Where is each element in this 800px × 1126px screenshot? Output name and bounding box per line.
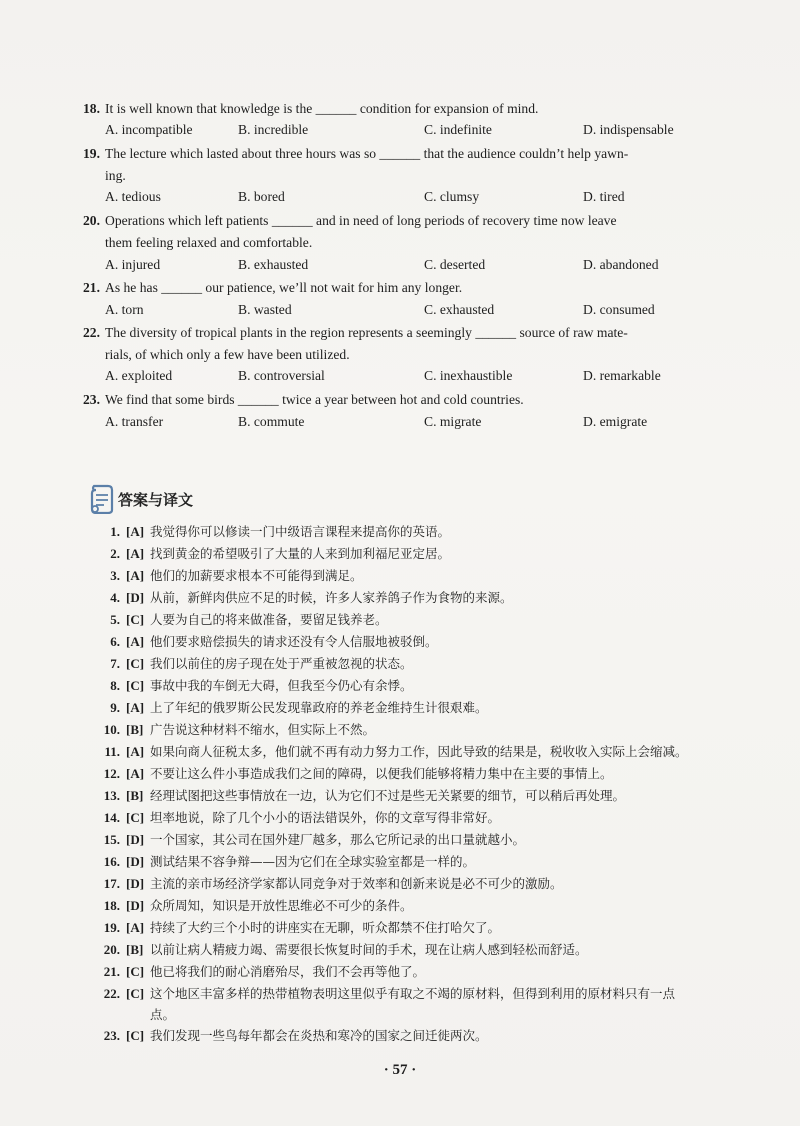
question-text: As he has ______ our patience, we’ll not wait for him any longer. (105, 280, 463, 295)
option-a: A. exploited (105, 368, 173, 383)
option-d: D. indispensable (583, 122, 674, 137)
option-a: A. torn (105, 302, 144, 317)
option-d: D. abandoned (583, 257, 659, 272)
answer-row (93, 873, 703, 894)
question-text-continued: ing. (105, 168, 126, 183)
options-18 (105, 122, 705, 142)
answer-translation: 持续了大约三个小时的讲座实在无聊，听众都禁不住打哈欠了。 (150, 920, 501, 935)
answer-number: 23. (103, 1028, 120, 1043)
options-20 (105, 257, 705, 277)
answer-number: 20. (103, 942, 120, 957)
answer-row (93, 763, 703, 784)
answer-key: [B] (126, 722, 144, 737)
answer-row (93, 631, 703, 652)
answer-key: [C] (126, 678, 145, 693)
answer-key: [C] (126, 1028, 145, 1043)
answer-key: [A] (126, 700, 145, 715)
question-text: The diversity of tropical plants in the region represents a seemingly ______ source of raw mate- (105, 325, 628, 340)
answer-translation: 找到黄金的希望吸引了大量的人来到加利福尼亚定居。 (150, 546, 451, 561)
option-c: C. inexhaustible (424, 368, 513, 383)
option-b: B. incredible (238, 122, 309, 137)
option-a: A. transfer (105, 414, 164, 429)
question-21 (83, 277, 713, 299)
answer-translation: 他们要求赔偿损失的请求还没有令人信服地被驳倒。 (150, 634, 438, 649)
answers-section-heading (88, 484, 288, 514)
answer-translation: 广告说这种材料不缩水，但实际上不然。 (150, 722, 376, 737)
answer-number: 13. (103, 788, 120, 803)
option-b: B. controversial (238, 368, 325, 383)
option-d: D. emigrate (583, 414, 648, 429)
answer-row (93, 895, 703, 916)
question-20 (83, 210, 713, 254)
answer-key: [C] (126, 612, 145, 627)
options-19 (105, 189, 705, 209)
answer-row (93, 983, 703, 1025)
answer-key: [D] (126, 898, 145, 913)
answer-number: 18. (103, 898, 120, 913)
answer-key: [B] (126, 788, 144, 803)
options-22 (105, 368, 705, 388)
options-23 (105, 414, 705, 434)
answer-translation: 众所周知，知识是开放性思维必不可少的条件。 (150, 898, 413, 913)
notebook-icon (88, 484, 116, 519)
answer-number: 15. (103, 832, 120, 847)
question-23 (83, 389, 713, 411)
answer-key: [C] (126, 986, 145, 1001)
answer-translation: 以前让病人精疲力竭、需要很长恢复时间的手术，现在让病人感到轻松而舒适。 (150, 942, 588, 957)
answer-translation: 一个国家，其公司在国外建厂越多，那么它所记录的出口量就越小。 (150, 832, 526, 847)
option-c: C. indefinite (424, 122, 492, 137)
answer-translation: 坦率地说，除了几个小小的语法错误外，你的文章写得非常好。 (150, 810, 501, 825)
answer-key: [A] (126, 744, 145, 759)
answer-number: 21. (103, 964, 120, 979)
answer-translation: 他已将我们的耐心消磨殆尽，我们不会再等他了。 (150, 964, 426, 979)
answer-number: 8. (110, 678, 120, 693)
answer-translation: 事故中我的车倒无大碍，但我至今仍心有余悸。 (150, 678, 413, 693)
question-number: 20. (83, 213, 100, 228)
question-number: 18. (83, 101, 100, 116)
section-title: 答案与译文 (118, 491, 194, 509)
answer-number: 5. (110, 612, 120, 627)
answer-key: [A] (126, 546, 145, 561)
answer-translation: 他们的加薪要求根本不可能得到满足。 (150, 568, 363, 583)
answer-translation: 主流的亲市场经济学家都认同竞争对于效率和创新来说是必不可少的激励。 (150, 876, 563, 891)
option-b: B. wasted (238, 302, 292, 317)
answer-row (93, 851, 703, 872)
answer-translation: 我们发现一些鸟每年都会在炎热和寒冷的国家之间迁徙两次。 (150, 1028, 488, 1043)
question-text: The lecture which lasted about three hours was so ______ that the audience couldn’t help yawn- (105, 146, 629, 161)
question-18 (83, 98, 713, 120)
answer-number: 4. (110, 590, 120, 605)
option-b: B. commute (238, 414, 305, 429)
answer-row (93, 917, 703, 938)
option-d: D. remarkable (583, 368, 661, 383)
question-text-continued: them feeling relaxed and comfortable. (105, 235, 313, 250)
answer-key: [D] (126, 854, 145, 869)
option-c: C. migrate (424, 414, 482, 429)
answer-row (93, 587, 703, 608)
question-19 (83, 143, 713, 187)
answer-row (93, 741, 703, 762)
answer-row (93, 961, 703, 982)
answer-number: 22. (103, 986, 120, 1001)
option-d: D. tired (583, 189, 625, 204)
question-text: Operations which left patients ______ and in need of long periods of recovery time now leave (105, 213, 617, 228)
option-c: C. deserted (424, 257, 486, 272)
option-b: B. exhausted (238, 257, 309, 272)
answer-translation: 这个地区丰富多样的热带植物表明这里似乎有取之不竭的原材料，但得到利用的原材料只有一点点。 (150, 986, 676, 1022)
answer-number: 2. (110, 546, 120, 561)
question-text-continued: rials, of which only a few have been utilized. (105, 347, 350, 362)
answer-translation: 我们以前住的房子现在处于严重被忽视的状态。 (150, 656, 413, 671)
answer-row (93, 807, 703, 828)
answer-number: 12. (103, 766, 120, 781)
answer-key: [A] (126, 568, 145, 583)
question-number: 19. (83, 146, 100, 161)
answer-translation: 测试结果不容争辩——因为它们在全球实验室都是一样的。 (150, 854, 476, 869)
answer-number: 6. (110, 634, 120, 649)
answer-number: 11. (104, 744, 120, 759)
answer-row (93, 1025, 703, 1046)
option-c: C. exhausted (424, 302, 495, 317)
option-a: A. tedious (105, 189, 161, 204)
answer-number: 1. (110, 524, 120, 539)
answer-row (93, 939, 703, 960)
answer-translation: 从前，新鲜肉供应不足的时候，许多人家养鸽子作为食物的来源。 (150, 590, 513, 605)
answer-row (93, 521, 703, 542)
answer-key: [C] (126, 810, 145, 825)
answer-row (93, 653, 703, 674)
answer-key: [A] (126, 634, 145, 649)
option-d: D. consumed (583, 302, 655, 317)
question-number: 23. (83, 392, 100, 407)
answer-number: 16. (103, 854, 120, 869)
answer-row (93, 785, 703, 806)
answer-number: 17. (103, 876, 120, 891)
answer-row (93, 675, 703, 696)
answer-translation: 不要让这么件小事造成我们之间的障碍，以便我们能够将精力集中在主要的事情上。 (150, 766, 613, 781)
question-22 (83, 322, 713, 366)
question-number: 22. (83, 325, 100, 340)
answer-row (93, 697, 703, 718)
answer-key: [A] (126, 524, 145, 539)
answer-number: 9. (110, 700, 120, 715)
question-number: 21. (83, 280, 100, 295)
answer-translation: 人要为自己的将来做准备，要留足钱养老。 (150, 612, 388, 627)
answer-key: [D] (126, 590, 145, 605)
option-c: C. clumsy (424, 189, 480, 204)
answer-number: 7. (110, 656, 120, 671)
answer-row (93, 719, 703, 740)
answer-row (93, 565, 703, 586)
answer-row (93, 829, 703, 850)
option-b: B. bored (238, 189, 285, 204)
answer-key: [B] (126, 942, 144, 957)
answer-key: [D] (126, 832, 145, 847)
answer-key: [C] (126, 964, 145, 979)
answer-key: [C] (126, 656, 145, 671)
question-text: It is well known that knowledge is the ______ condition for expansion of mind. (105, 101, 539, 116)
answer-translation: 我觉得你可以修读一门中级语言课程来提高你的英语。 (150, 524, 451, 539)
answer-number: 14. (103, 810, 120, 825)
answer-translation: 上了年纪的俄罗斯公民发现靠政府的养老金维持生计很艰难。 (150, 700, 488, 715)
option-a: A. injured (105, 257, 161, 272)
page-number: · 57 · (383, 1062, 417, 1078)
answer-number: 3. (110, 568, 120, 583)
answer-translation: 如果向商人征税太多，他们就不再有动力努力工作，因此导致的结果是，税收收入实际上会缩减。 (150, 744, 688, 759)
answer-key: [D] (126, 876, 145, 891)
answer-row (93, 609, 703, 630)
answer-row (93, 543, 703, 564)
option-a: A. incompatible (105, 122, 193, 137)
options-21 (105, 302, 705, 322)
question-text: We find that some birds ______ twice a year between hot and cold countries. (105, 392, 524, 407)
answer-translation: 经理试图把这些事情放在一边，认为它们不过是些无关紧要的细节，可以稍后再处理。 (150, 788, 626, 803)
answer-number: 19. (103, 920, 120, 935)
answer-key: [A] (126, 920, 145, 935)
answer-number: 10. (103, 722, 120, 737)
answer-key: [A] (126, 766, 145, 781)
